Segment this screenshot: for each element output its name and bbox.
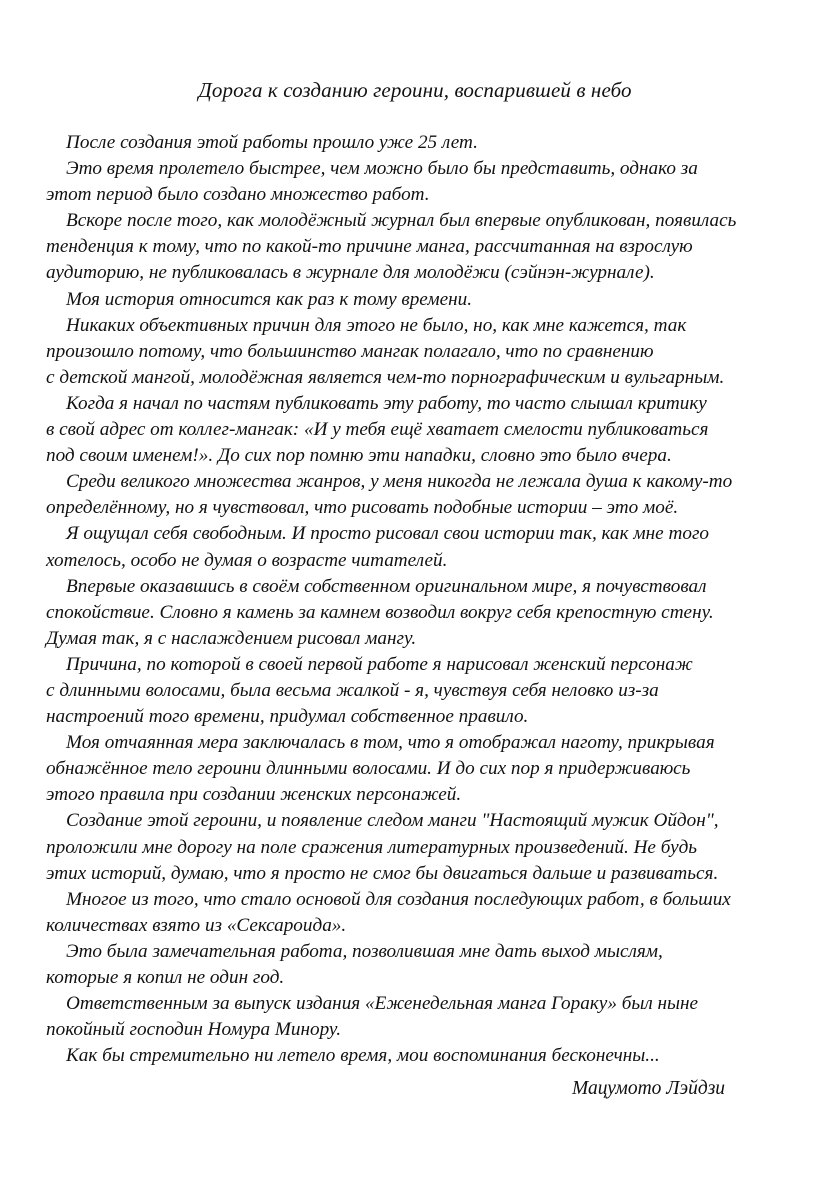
text-line: этот период было создано множество работ. xyxy=(46,184,430,206)
text-line: аудиторию, не публиковалась в журнале для молодёжи (сэйнэн-журнале). xyxy=(46,262,655,284)
text-line: Думая так, я с наслаждением рисовал мангу. xyxy=(46,627,417,649)
text-line: Я ощущал себя свободным. И просто рисовал свои истории так, как мне того xyxy=(66,523,710,545)
text-line: Ответственным за выпуск издания «Еженедельная манга Гораку» был ныне xyxy=(66,993,699,1015)
text-line: покойный господин Номура Минору. xyxy=(46,1019,342,1041)
text-line: Это время пролетело быстрее, чем можно было бы представить, однако за xyxy=(66,158,698,180)
text-line: этих историй, думаю, что я просто не смог бы двигаться дальше и развиваться. xyxy=(46,862,719,884)
text-line: Впервые оказавшись в своём собственном оригинальном мире, я почувствовал xyxy=(66,575,707,597)
text-line: Моя отчаянная мера заключалась в том, что я отображал наготу, прикрывая xyxy=(66,732,715,754)
text-line: После создания этой работы прошло уже 25 лет. xyxy=(66,132,478,153)
text-line: Среди великого множества жанров, у меня никогда не лежала душа к какому-то xyxy=(66,471,733,493)
text-line: Как бы стремительно ни летело время, мои воспоминания бесконечны... xyxy=(66,1045,660,1067)
text-line: Моя история относится как раз к тому времени. xyxy=(66,288,473,310)
text-line: в свой адрес от коллег-мангак: «И у тебя ещё хватает смелости публиковаться xyxy=(46,419,709,441)
text-line: количествах взято из «Сексароида». xyxy=(46,914,347,936)
text-line: хотелось, особо не думая о возрасте читателей. xyxy=(46,549,448,571)
text-line: Многое из того, что стало основой для создания последующих работ, в больших xyxy=(66,888,731,910)
text-line: которые я копил не один год. xyxy=(46,967,285,988)
author-signature: Мацумото Лэйдзи xyxy=(572,1078,726,1099)
text-line: Создание этой героини, и появление следом манги "Настоящий мужик Ойдон", xyxy=(66,810,719,832)
text-line: определённому, но я чувствовал, что рисовать подобные истории – это моё. xyxy=(46,497,679,519)
text-line: этого правила при создании женских персонажей. xyxy=(46,784,462,806)
text-line: тенденция к тому, что по какой-то причине манга, рассчитанная на взрослую xyxy=(46,236,693,258)
document-title: Дорога к созданию героини, воспарившей в небо xyxy=(198,78,632,102)
text-line: Это была замечательная работа, позволившая мне дать выход мыслям, xyxy=(66,940,663,962)
text-line: Никаких объективных причин для этого не было, но, как мне кажется, так xyxy=(66,314,687,336)
text-line: произошло потому, что большинство мангак полагало, что по сравнению xyxy=(46,340,654,362)
text-line: под своим именем!». До сих пор помню эти нападки, словно это было вчера. xyxy=(46,445,672,467)
text-line: Причина, по которой в своей первой работе я нарисовал женский персонаж xyxy=(66,653,693,675)
text-line: Когда я начал по частям публиковать эту работу, то часто слышал критику xyxy=(66,392,707,414)
text-line: обнажённое тело героини длинными волосами. И до сих пор я придерживаюсь xyxy=(46,758,691,780)
text-line: с длинными волосами, была весьма жалкой - я, чувствуя себя неловко из-за xyxy=(46,679,659,701)
document-body xyxy=(46,130,786,1069)
text-line: спокойствие. Словно я камень за камнем возводил вокруг себя крепостную стену. xyxy=(46,601,714,623)
text-line: Вскоре после того, как молодёжный журнал был впервые опубликован, появилась xyxy=(66,210,737,232)
text-line: настроений того времени, придумал собственное правило. xyxy=(46,706,529,728)
text-line: проложили мне дорогу на поле сражения литературных произведений. Не будь xyxy=(46,836,698,858)
text-line: с детской мангой, молодёжная является чем-то порнографическим и вульгарным. xyxy=(46,366,725,388)
